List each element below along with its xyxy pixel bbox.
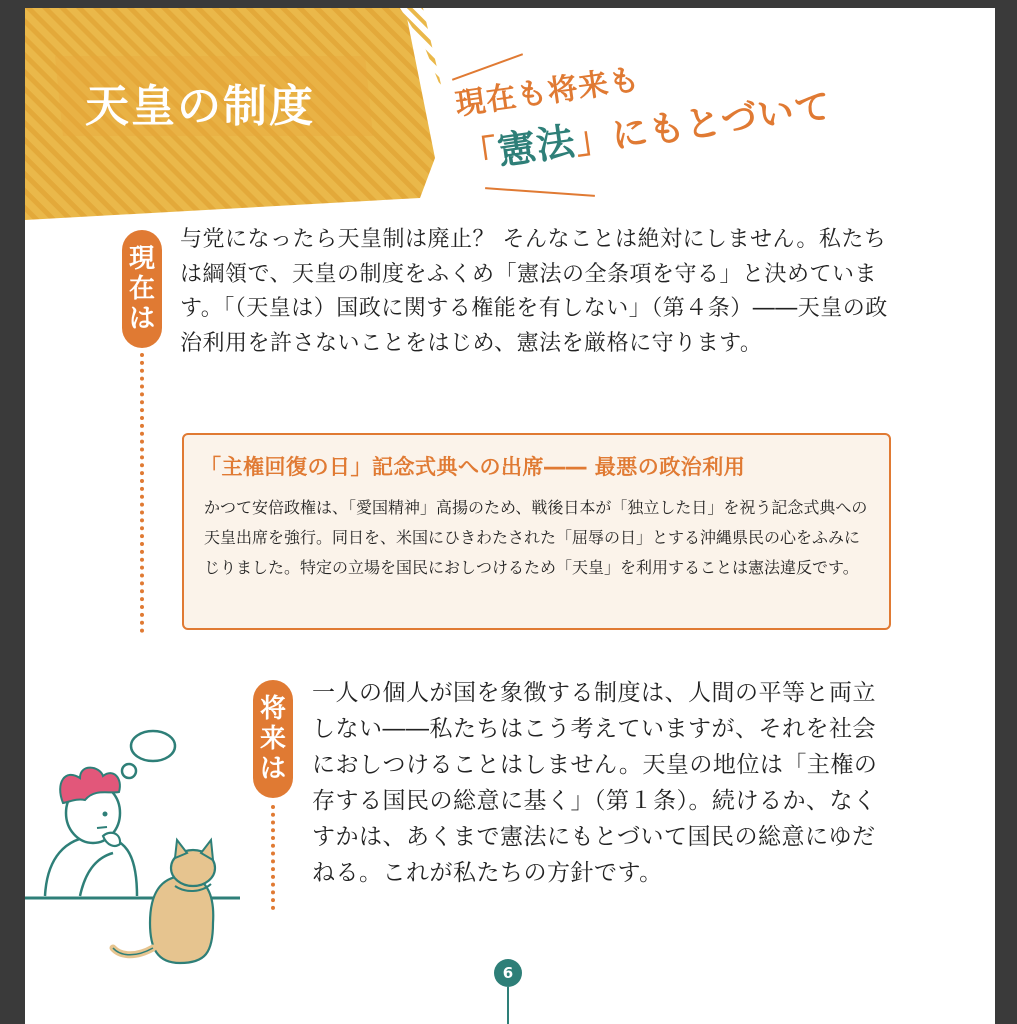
label-current: 現 在 は — [122, 230, 162, 348]
label-future: 将 来 は — [253, 680, 293, 798]
current-dotted-line — [140, 353, 144, 633]
subtitle-bracket-open: 「 — [458, 132, 502, 179]
subtitle-line-1: 現在も将来も — [453, 62, 643, 123]
note-box-title: 「主権回復の日」記念式典への出席―― 最悪の政治利用 — [200, 455, 746, 479]
future-dotted-line — [271, 805, 275, 910]
page — [25, 8, 995, 1024]
thought-bubble-icon — [131, 731, 175, 761]
note-box-text: かつて安倍政権は、「愛国精神」高揚のため、戦後日本が「独立した日」を祝う記念式典への天皇出席を強行。同日を、米国にひきわたされた「屈辱の日」とする沖縄県民の心をふみにじりました。特定の立場を国民におしつけるため「天皇」を利用することは憲法違反です。 — [204, 498, 868, 577]
subtitle-kenpo: 憲法 — [494, 118, 579, 174]
subtitle-rest: にもとづいて — [609, 85, 835, 158]
note-box — [182, 433, 891, 630]
subtitle-bottom-line — [485, 187, 595, 197]
person-and-cat-illustration — [25, 708, 255, 973]
page-number-line — [507, 987, 509, 1024]
page-number: 6 — [494, 959, 522, 987]
subtitle-bracket-close: 」 — [572, 116, 615, 163]
page-title: 天皇の制度 — [85, 81, 315, 132]
future-text: 一人の個人が国を象徴する制度は、人間の平等と両立しない――私たちはこう考えていますが、それを社会におしつけることはしません。天皇の地位は「主権の存する国民の総意に基く」（第１条）。続けるか、なくすかは、あくまで憲法にもとづいて国民の総意にゆだねる。これが私たちの方針です。 — [312, 680, 878, 886]
current-text: 与党になったら天皇制は廃止？ そんなことは絶対にしません。私たちは綱領で、天皇の制度をふくめ「憲法の全条項を守る」と決めています。「（天皇は）国政に関する権能を有しない」（第４条）――天皇の政治利用を許さないことをはじめ、憲法を厳格に守ります。 — [180, 227, 888, 356]
